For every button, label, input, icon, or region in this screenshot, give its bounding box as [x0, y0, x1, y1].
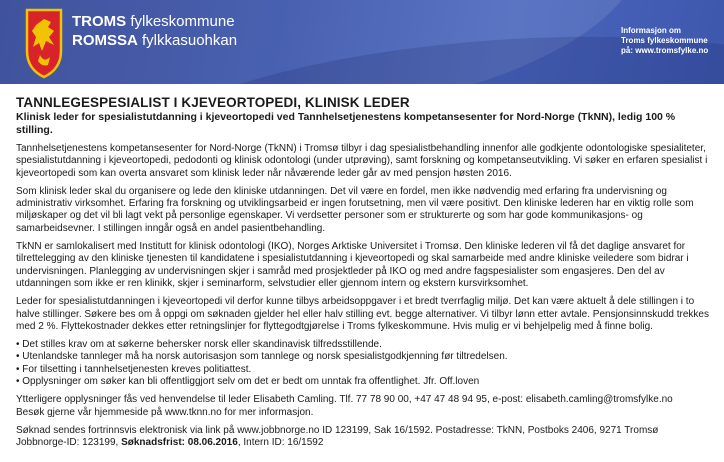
application-deadline: Søknadsfrist: 08.06.2016	[121, 437, 238, 449]
organization-name	[72, 12, 237, 50]
info-line: Informasjon om	[621, 26, 682, 35]
paragraph-conditions: Leder for spesialistutdanningen i kjeveortopedi vil derfor kunne tilbys arbeidsoppgaver i et bredt tverrfaglig miljø. Det kan være aktuelt å dele stillingen i to halve stillinger. Søkere bes om å oppgi om søknaden gjelder hel eller halv stilling evt. begge alternativer. Vi tilbyr lønn etter avtale. Pensjonsinnskudd trekkes med 2 %. Flyttekostnader dekkes etter retningslinjer for flyttegodtgjørelse i Troms fylkeskommune. Hvis mulig er vi behjelpelig med å finne bolig.	[16, 296, 709, 332]
application-info	[16, 425, 712, 450]
info-link[interactable]: på: www.tromsfylke.no	[621, 46, 709, 55]
job-title: TANNLEGESPESIALIST I KJEVEORTOPEDI, KLINISK LEDER	[16, 95, 410, 110]
org-name-troms: TROMS	[72, 13, 127, 30]
list-item: • Det stilles krav om at søkerne behersker norsk eller skandinavisk tilfredsstillende.	[16, 339, 712, 351]
paragraph-role: Som klinisk leder skal du organisere og lede den kliniske utdanningen. Det vil være en fordel, men ikke nødvendig med erfaring fra undervisning og administrativ virksomhet. Erfaring fra forskning og utviklingsarbeid er ingen forutsetning, men vil være positivt. Den kliniske lederen har en viktig rolle som miljøskaper og det vil bli lagt vekt på personlige egenskaper. Vi verdsetter personer som er strukturerte og som har gode kommunikasjons- og samarbeidsevner. I stillingen inngår også en andel pasientbehandling.	[16, 185, 694, 234]
org-name-troms-suffix: fylkeskommune	[126, 13, 235, 30]
header-banner	[0, 0, 724, 84]
application-line: Søknad sendes fortrinnsvis elektronisk via link på www.jobbnorge.no ID 123199, Sak 16/1592. Postadresse: TkNN, Postboks 2406, 9271 Tromsø	[16, 424, 659, 436]
jobbnorge-id: Jobbnorge-ID: 123199,	[16, 437, 122, 449]
troms-coat-of-arms-icon	[24, 7, 64, 79]
job-ad	[16, 95, 712, 456]
list-item: • For tilsetting i tannhelsetjenesten kreves politiattest.	[16, 364, 712, 376]
info-block	[621, 26, 708, 56]
contact-info	[16, 394, 712, 419]
contact-line: Ytterligere opplysninger fås ved henvendelse til leder Elisabeth Camling. Tlf. 77 78 90 00, +47 47 48 94 95, e-post: elisabeth.camling@tromsfylke.no	[16, 394, 673, 406]
job-subtitle: Klinisk leder for spesialistutdanning i kjeveortopedi ved Tannhelsetjenestens kompetansesenter for Nord-Norge (TkNN), ledig 100 % stilling.	[16, 111, 676, 136]
list-item: • Opplysninger om søker kan bli offentliggjort selv om det er bedt om unntak fra offentlighet. Jfr. Off.loven	[16, 376, 712, 388]
org-name-romssa: ROMSSA	[72, 32, 138, 49]
list-item: • Utenlandske tannleger må ha norsk autorisasjon som tannlege og norsk spesialistgodkjenning før tiltredelsen.	[16, 351, 712, 363]
paragraph-intro: Tannhelsetjenestens kompetansesenter for Nord-Norge (TkNN) i Tromsø tilbyr i dag spesialistbehandling innenfor alle godkjente odontologiske spesialiteter, spesialistutdanning i kjeveortopedi, pedodonti og klinisk odontologi (under utprøving), samt forskning og kompetanseutvikling. Vi søker en erfaren spesialist i kjeveortopedi som kan overta ansvaret som klinisk leder når nåværende leder går av med pensjon høsten 2016.	[16, 143, 708, 179]
paragraph-organization: TkNN er samlokalisert med Institutt for klinisk odontologi (IKO), Norges Arktiske Universitet i Tromsø. Den kliniske lederen vil få det daglige ansvaret for tilrettelegging av den kliniske tjenesten til kandidatene i spesialistutdanning i kjeveortopedi og skal samarbeide med andre kliniske veiledere som bidrar i undervisningen. Planlegging av undervisningen skjer i samråd med prosjektleder på IKO og med andre fagspesialister som engasjeres. Den del av utdanningen som ikke er ren klinikk, skjer i seminarform, selvstudier eller gjennom intern og ekstern kursvirksomhet.	[16, 241, 689, 289]
internal-id: , Intern ID: 16/1592	[237, 437, 324, 449]
website-line: Besøk gjerne vår hjemmeside på www.tknn.no for mer informasjon.	[16, 406, 314, 418]
org-name-romssa-suffix: fylkkasuohkan	[137, 32, 238, 49]
info-line: Troms fylkeskommune	[621, 36, 708, 45]
requirements-list	[16, 339, 712, 388]
